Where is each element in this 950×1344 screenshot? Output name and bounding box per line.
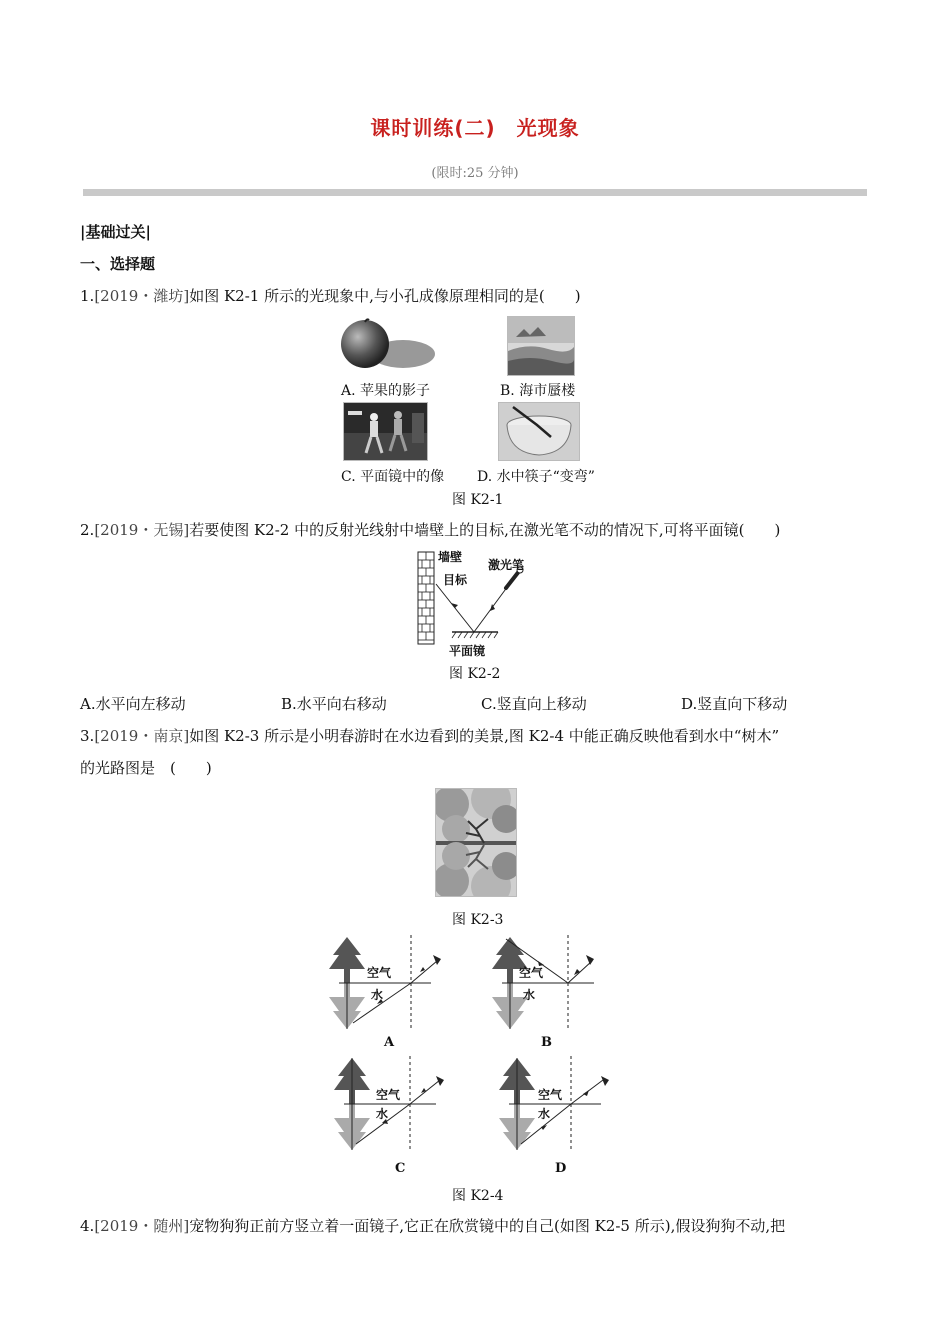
question-number: 2. <box>80 521 95 539</box>
figure-caption-k2-3: 图 K2-3 <box>452 912 504 928</box>
question-number: 1. <box>80 287 95 305</box>
ray-diagram-b <box>488 935 618 1035</box>
question-2 <box>80 520 780 540</box>
apple-shadow-photo <box>335 316 437 378</box>
question-source: [2019・无锡] <box>94 521 190 539</box>
diagram-option-d: D <box>555 1161 567 1176</box>
time-limit: (限时:25 分钟) <box>431 166 519 181</box>
question-number: 4. <box>80 1217 95 1235</box>
diagram-option-c: C <box>395 1161 406 1176</box>
q2-option-d: D.竖直向下移动 <box>681 695 788 713</box>
question-4 <box>80 1216 785 1236</box>
question-source: [2019・南京] <box>94 727 190 745</box>
diagram-b-air-label: 空气 <box>519 966 544 980</box>
question-3 <box>80 726 779 746</box>
figure-caption-k2-4: 图 K2-4 <box>452 1188 504 1204</box>
question-text: 如图 K2-3 所示是小明春游时在水边看到的美景,图 K2-4 中能正确反映他看到水中“树木” <box>189 727 780 745</box>
question-source: [2019・随州] <box>94 1217 190 1235</box>
mirror-reflection-photo <box>343 402 428 461</box>
diagram-b-water-label: 水 <box>523 988 536 1002</box>
label-wall: 墙壁 <box>438 550 463 564</box>
q1-option-a: A. 苹果的影子 <box>341 383 431 399</box>
label-mirror: 平面镜 <box>449 644 486 658</box>
header-divider <box>83 189 867 196</box>
tree-reflection-photo <box>435 788 517 897</box>
diagram-c-water-label: 水 <box>376 1107 389 1121</box>
bent-chopsticks-photo <box>498 402 580 461</box>
figure-caption-k2-2: 图 K2-2 <box>449 666 501 682</box>
question-1 <box>80 286 581 306</box>
question-source: [2019・潍坊] <box>94 287 190 305</box>
q2-option-b: B.水平向右移动 <box>281 695 387 713</box>
q1-option-b: B. 海市蜃楼 <box>500 383 576 399</box>
ray-diagram-c <box>330 1056 460 1156</box>
ray-diagram-d <box>495 1056 625 1156</box>
ray-diagram-a <box>325 935 455 1035</box>
diagram-a-air-label: 空气 <box>367 966 392 980</box>
diagram-d-water-label: 水 <box>538 1107 551 1121</box>
q1-option-d: D. 水中筷子“变弯” <box>477 469 595 485</box>
mirage-photo <box>507 316 575 376</box>
question-number: 3. <box>80 727 95 745</box>
q1-option-c: C. 平面镜中的像 <box>341 469 445 485</box>
question-text: 如图 K2-1 所示的光现象中,与小孔成像原理相同的是( ) <box>189 287 581 305</box>
label-laser-pen: 激光笔 <box>488 558 525 572</box>
question-text: 若要使图 K2-2 中的反射光线射中墙壁上的目标,在激光笔不动的情况下,可将平面镜( ) <box>189 521 781 539</box>
diagram-option-a: A <box>384 1035 395 1050</box>
q2-option-c: C.竖直向上移动 <box>481 695 587 713</box>
page-title: 课时训练(二) 光现象 <box>370 116 580 140</box>
figure-caption-k2-1: 图 K2-1 <box>452 492 504 508</box>
question-text: 宠物狗狗正前方竖立着一面镜子,它正在欣赏镜中的自己(如图 K2-5 所示),假设狗狗不动,把 <box>189 1217 786 1235</box>
section-heading: |基础过关| <box>80 223 151 241</box>
label-target: 目标 <box>443 573 468 587</box>
q2-option-a: A.水平向左移动 <box>80 695 186 713</box>
question-3-line-2: 的光路图是 ( ) <box>80 759 212 777</box>
diagram-c-air-label: 空气 <box>376 1088 401 1102</box>
diagram-a-water-label: 水 <box>371 988 384 1002</box>
diagram-option-b: B <box>541 1035 552 1050</box>
question-type-heading: 一、选择题 <box>80 255 156 273</box>
diagram-d-air-label: 空气 <box>538 1088 563 1102</box>
